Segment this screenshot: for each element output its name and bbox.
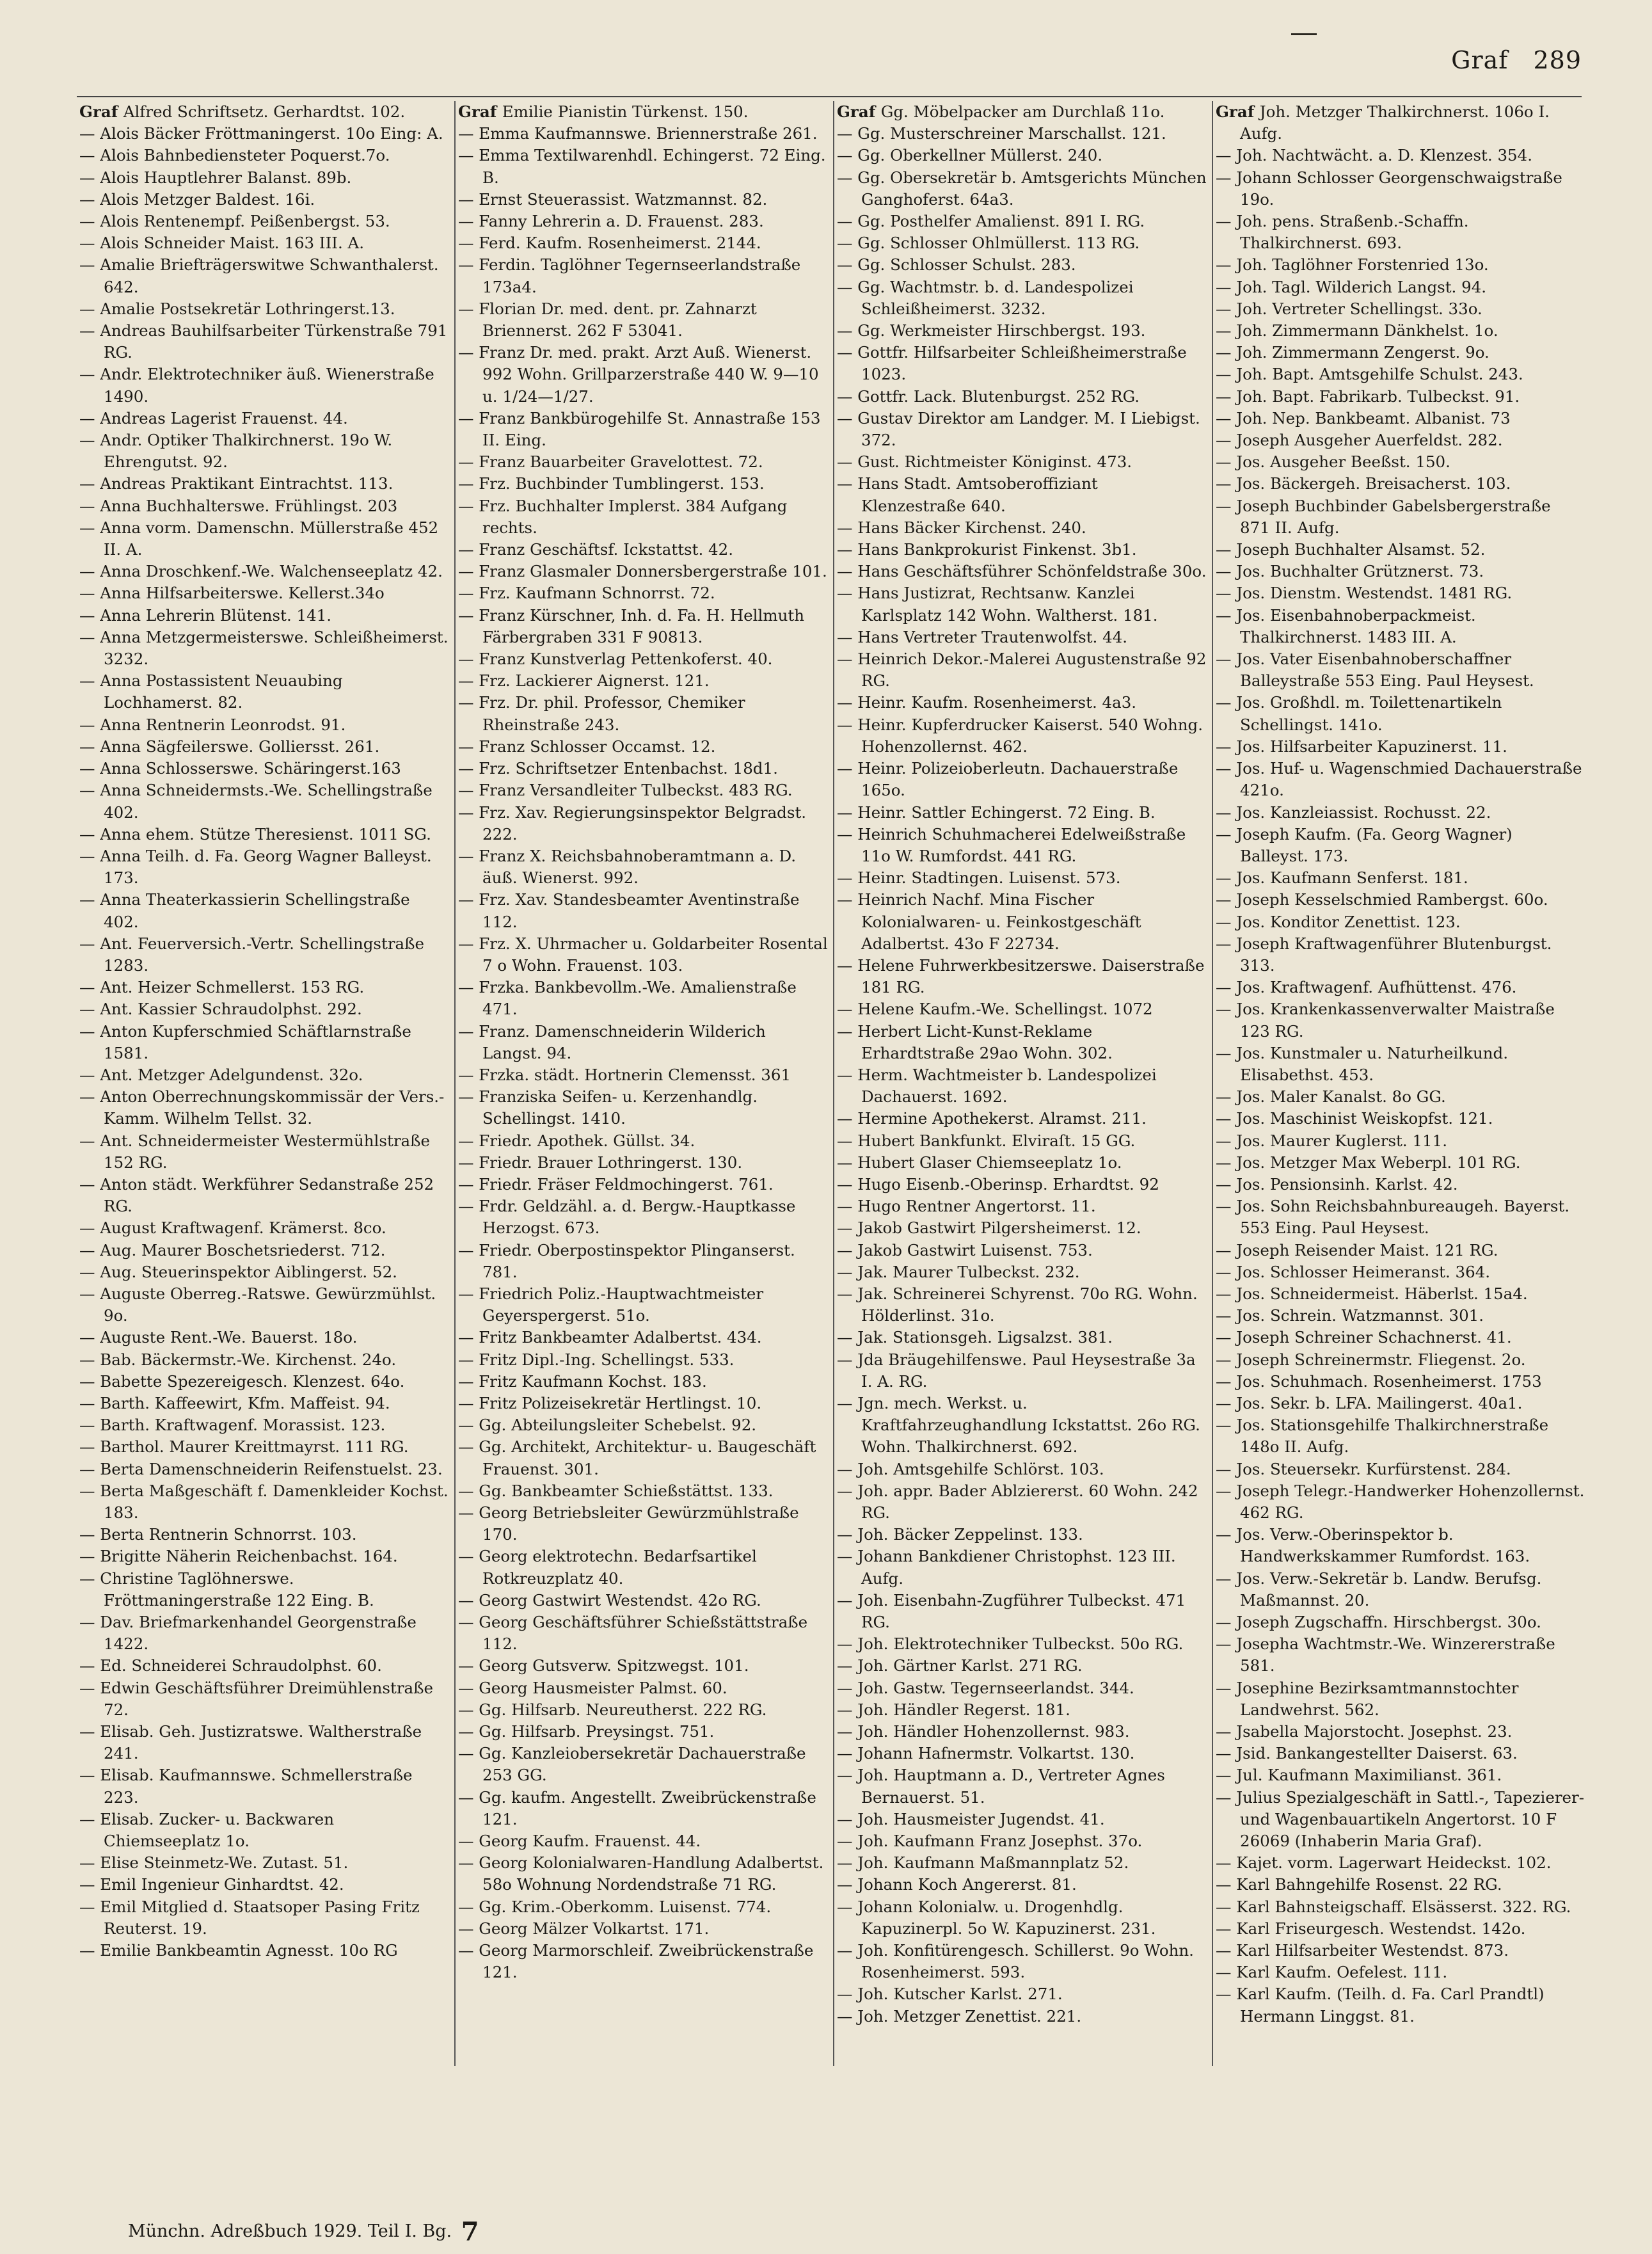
directory-entry: — Alois Bäcker Fröttmaningerst. 10o Eing: A. — [79, 124, 443, 143]
directory-entry: — Jos. Steuersekr. Kurfürstenst. 284. — [1216, 1459, 1511, 1478]
directory-entry: Graf Gg. Möbelpacker am Durchlaß 11o. — [837, 102, 1165, 121]
directory-entry: — Franz Kunstverlag Pettenkoferst. 40. — [458, 650, 773, 669]
directory-entry: — Gg. Posthelfer Amalienst. 891 I. RG. — [837, 212, 1145, 231]
directory-entry: — Joh. Eisenbahn-Zugführer Tulbeckst. 471 RG. — [837, 1590, 1186, 1632]
directory-entry: — Joseph Reisender Maist. 121 RG. — [1216, 1240, 1498, 1259]
directory-entry: — Anna ehem. Stütze Theresienst. 1011 SG. — [79, 824, 431, 843]
directory-entry: Graf Joh. Metzger Thalkirchnerst. 106o I. Aufg. — [1216, 102, 1550, 143]
directory-entry: — Joh. Zimmermann Dänkhelst. 1o. — [1216, 321, 1498, 340]
directory-entry: — Anna Sägfeilerswe. Golliersst. 261. — [79, 737, 380, 756]
directory-entry: — Jos. Ausgeher Beeßst. 150. — [1216, 452, 1450, 472]
directory-entry: — Joh. Gärtner Karlst. 271 RG. — [837, 1656, 1083, 1675]
directory-entry: — Elise Steinmetz-We. Zutast. 51. — [79, 1853, 349, 1873]
directory-entry: — Franz X. Reichsbahnoberamtmann a. D. äuß. Wienerst. 992. — [458, 846, 797, 888]
directory-entry: — Barthol. Maurer Kreittmayrst. 111 RG. — [79, 1437, 409, 1457]
directory-entry: — Joh. Elektrotechniker Tulbeckst. 50o RG. — [837, 1635, 1184, 1654]
directory-entry: — Hubert Bankfunkt. Elviraſt. 15 GG. — [837, 1131, 1136, 1150]
directory-entry: — Anna Teilh. d. Fa. Georg Wagner Balleyst. 173. — [79, 846, 432, 888]
directory-entry: Graf Alfred Schriftsetz. Gerhardtst. 102. — [79, 102, 406, 121]
directory-entry: — Friedr. Apothek. Güllst. 34. — [458, 1131, 695, 1150]
directory-entry: — Joseph Schreiner Schachnerst. 41. — [1216, 1328, 1512, 1347]
directory-entry: — Ant. Kassier Schraudolphst. 292. — [79, 1000, 362, 1019]
directory-entry: — Karl Kaufm. Oefelest. 111. — [1216, 1963, 1448, 1982]
directory-entry: — Gg. Oberkellner Müllerst. 240. — [837, 146, 1103, 165]
directory-entry: — Joseph Buchbinder Gabelsbergerstraße 871 II. Aufg. — [1216, 496, 1551, 537]
directory-entry: — Gg. Schlosser Schulst. 283. — [837, 255, 1076, 275]
directory-entry: — Joh. Bapt. Amtsgehilfe Schulst. 243. — [1216, 365, 1523, 384]
directory-entry: — Ed. Schneiderei Schraudolphst. 60. — [79, 1656, 382, 1675]
directory-entry: — Hugo Rentner Angertorst. 11. — [837, 1197, 1096, 1216]
directory-entry: — Jos. Maschinist Weiskopfst. 121. — [1216, 1109, 1493, 1128]
column-4 — [1216, 101, 1585, 2072]
directory-entry: — Gg. Wachtmstr. b. d. Landespolizei Schleißheimerst. 3232. — [837, 277, 1134, 318]
directory-entry: — Elisab. Zucker- u. Backwaren Chiemseeplatz 1o. — [79, 1809, 335, 1851]
directory-entry: — Andr. Elektrotechniker äuß. Wienerstraße 1490. — [79, 365, 434, 406]
directory-entry: — Auguste Oberreg.-Ratswe. Gewürzmühlst. 9o. — [79, 1284, 436, 1325]
corner-dash — [1291, 33, 1317, 35]
directory-entry: — Frz. Lackierer Aignerst. 121. — [458, 671, 710, 691]
directory-entry: — Jos. Schlosser Heimeranst. 364. — [1216, 1262, 1491, 1281]
directory-entry: — Franziska Seifen- u. Kerzenhandlg. Schellingst. 1410. — [458, 1087, 758, 1128]
directory-entry: — Anna Lehrerin Blütenst. 141. — [79, 605, 332, 625]
directory-entry: — Fritz Dipl.-Ing. Schellingst. 533. — [458, 1350, 735, 1369]
directory-entry: — Joh. Händler Hohenzollernst. 983. — [837, 1722, 1130, 1741]
directory-entry: — Frz. Xav. Standesbeamter Aventinstraße 112. — [458, 890, 800, 931]
header-rule — [77, 96, 1582, 97]
directory-entry: — Jos. Buchhalter Grütznerst. 73. — [1216, 562, 1484, 581]
directory-entry: — Jos. Hilfsarbeiter Kapuzinerst. 11. — [1216, 737, 1507, 756]
directory-entry: — Heinr. Kaufm. Rosenheimerst. 4a3. — [837, 693, 1137, 712]
directory-entry: — Emil Ingenieur Ginhardtst. 42. — [79, 1875, 344, 1894]
directory-entry: — Joseph Ausgeher Auerfeldst. 282. — [1216, 431, 1503, 450]
directory-entry: — Jos. Konditor Zenettist. 123. — [1216, 912, 1461, 931]
directory-entry: — Jos. Huf- u. Wagenschmied Dachauerstraße 421o. — [1216, 759, 1582, 800]
directory-entry: — Edwin Geschäftsführer Dreimühlenstraße 72. — [79, 1678, 433, 1719]
signature-mark: 7 — [461, 2217, 479, 2247]
directory-entry: — Heinr. Polizeioberleutn. Dachauerstraße 165o. — [837, 759, 1179, 800]
directory-entry: — Joh. Tagl. Wilderich Langst. 94. — [1216, 277, 1487, 296]
directory-entry: — Karl Kaufm. (Teilh. d. Fa. Carl Prandtl) Hermann Linggst. 81. — [1216, 1985, 1545, 2026]
directory-entry: — Jos. Dienstm. Westendst. 1481 RG. — [1216, 584, 1513, 603]
directory-entry: — Jos. Kanzleiassist. Rochusst. 22. — [1216, 803, 1491, 822]
directory-entry: — Jgn. mech. Werkst. u. Kraftfahrzeughandlung Ickstattst. 26o RG. Wohn. Thalkirchnerst. 692. — [837, 1393, 1200, 1457]
directory-entry: — Jsid. Bankangestellter Daiserst. 63. — [1216, 1744, 1518, 1763]
directory-entry: — Emil Mitglied d. Staatsoper Pasing Fritz Reuterst. 19. — [79, 1897, 420, 1938]
directory-entry: — Anna Rentnerin Leonrodst. 91. — [79, 715, 346, 734]
directory-entry: — Auguste Rent.-We. Bauerst. 18o. — [79, 1328, 358, 1347]
directory-entry: — Johann Koch Angererst. 81. — [837, 1875, 1077, 1894]
directory-entry: — Gg. Architekt, Architektur- u. Baugeschäft Frauenst. 301. — [458, 1437, 816, 1478]
directory-entry: — Georg Marmorschleif. Zweibrückenstraße 121. — [458, 1941, 814, 1982]
directory-entry: — Georg Gutsverw. Spitzwegst. 101. — [458, 1656, 749, 1675]
directory-entry: — Joh. Kaufmann Maßmannplatz 52. — [837, 1853, 1129, 1873]
column-divider — [833, 101, 834, 2066]
directory-entry: — Frzka. Bankbevollm.-We. Amalienstraße 471. — [458, 978, 797, 1019]
directory-entry: — Gg. Musterschreiner Marschallst. 121. — [837, 124, 1166, 143]
directory-entry: — Anna Buchhalterswe. Frühlingst. 203 — [79, 496, 398, 515]
directory-entry: — Ant. Metzger Adelgundenst. 32o. — [79, 1065, 363, 1084]
directory-entry: — Helene Kaufm.-We. Schellingst. 1072 — [837, 1000, 1153, 1019]
directory-entry: — Jos. Pensionsinh. Karlst. 42. — [1216, 1174, 1458, 1194]
directory-entry: — Joseph Schreinermstr. Fliegenst. 2o. — [1216, 1350, 1526, 1369]
directory-entry: — Joh. Taglöhner Forstenried 13o. — [1216, 255, 1489, 275]
directory-entry: — Anton Kupferschmied Schäftlarnstraße 1581. — [79, 1021, 411, 1062]
column-2 — [458, 101, 828, 2072]
directory-entry: — Kajet. vorm. Lagerwart Heideckst. 102. — [1216, 1853, 1552, 1873]
directory-entry: — Barth. Kraftwagenf. Morassist. 123. — [79, 1416, 386, 1435]
directory-entry: — Hermine Apothekerst. Alramst. 211. — [837, 1109, 1147, 1128]
directory-entry: — Jos. Metzger Max Weberpl. 101 RG. — [1216, 1153, 1521, 1172]
directory-entry: — Anna Schneidermsts.-We. Schellingstraße 402. — [79, 781, 433, 822]
directory-entry: — Friedr. Brauer Lothringerst. 130. — [458, 1153, 743, 1172]
directory-entry: — Jos. Verw.-Oberinspektor b. Handwerkskammer Rumfordst. 163. — [1216, 1525, 1530, 1566]
directory-entry: — Franz Kürschner, Inh. d. Fa. H. Hellmuth Färbergraben 331 F 90813. — [458, 605, 804, 646]
directory-entry: — Julius Spezialgeschäft in Sattl.-, Tapezierer- und Wagenbauartikeln Angertorst. 10 F 26069 (Inhaberin Maria Graf). — [1216, 1787, 1585, 1851]
directory-entry: — Berta Damenschneiderin Reifenstuelst. 23. — [79, 1459, 443, 1478]
directory-entry: — Franz Glasmaler Donnersbergerstraße 101. — [458, 562, 827, 581]
directory-entry: — Jos. Großhdl. m. Toilettenartikeln Schellingst. 141o. — [1216, 693, 1502, 734]
directory-entry: — Frz. Xav. Regierungsinspektor Belgradst. 222. — [458, 803, 807, 843]
directory-entry: — Jos. Kaufmann Senferst. 181. — [1216, 868, 1468, 888]
directory-entry: — Josepha Wachtmstr.-We. Winzererstraße 581. — [1216, 1635, 1555, 1675]
directory-entry: — Anna Hilfsarbeiterswe. Kellerst.34o — [79, 584, 385, 603]
directory-entry: — August Kraftwagenf. Krämerst. 8co. — [79, 1219, 386, 1238]
directory-entry: — Georg elektrotechn. Bedarfsartikel Rotkreuzplatz 40. — [458, 1547, 757, 1588]
directory-entry: — Karl Hilfsarbeiter Westendst. 873. — [1216, 1941, 1509, 1960]
directory-entry: — Joseph Telegr.-Handwerker Hohenzollernst. 462 RG. — [1216, 1481, 1585, 1522]
directory-entry: — Friedr. Fräser Feldmochingerst. 761. — [458, 1174, 774, 1194]
directory-entry: — Gottfr. Hilfsarbeiter Schleißheimerstraße 1023. — [837, 343, 1187, 384]
directory-entry: — Joh. Zimmermann Zengerst. 9o. — [1216, 343, 1489, 362]
page-footer — [128, 2213, 479, 2247]
directory-entry: — Alois Metzger Baldest. 16i. — [79, 189, 315, 209]
directory-entry: — Joseph Kaufm. (Fa. Georg Wagner) Balleyst. 173. — [1216, 824, 1513, 865]
directory-entry: — Fritz Polizeisekretär Hertlingst. 10. — [458, 1393, 762, 1412]
directory-entry: — Joh. Bapt. Fabrikarb. Tulbeckst. 91. — [1216, 387, 1520, 406]
directory-entry: — Joh. pens. Straßenb.-Schaffn. Thalkirchnerst. 693. — [1216, 212, 1469, 253]
directory-entry: — Heinrich Dekor.-Malerei Augustenstraße 92 RG. — [837, 650, 1207, 691]
directory-entry: — Johann Bankdiener Christophst. 123 III. Aufg. — [837, 1547, 1176, 1588]
directory-entry: — Jul. Kaufmann Maximilianst. 361. — [1216, 1766, 1502, 1785]
directory-entry: — Florian Dr. med. dent. pr. Zahnarzt Briennerst. 262 F 53041. — [458, 299, 757, 340]
directory-entry: — Jos. Kunstmaler u. Naturheilkund. Elisabethst. 453. — [1216, 1043, 1508, 1084]
directory-entry: — Gottfr. Lack. Blutenburgst. 252 RG. — [837, 387, 1140, 406]
directory-entry: — Franz Schlosser Occamst. 12. — [458, 737, 716, 756]
directory-entry: — Frz. Buchhalter Implerst. 384 Aufgang rechts. — [458, 496, 788, 537]
directory-entry: — Joh. Kaufmann Franz Josephst. 37o. — [837, 1832, 1143, 1851]
directory-entry: — Hans Stadt. Amtsoberoffiziant Klenzestraße 640. — [837, 474, 1098, 515]
directory-entry: — Heinrich Nachf. Mina Fischer Kolonialwaren- u. Feinkostgeschäft Adalbertst. 43o F 22734. — [837, 890, 1141, 953]
directory-entry: — Alois Hauptlehrer Balanst. 89b. — [79, 168, 352, 187]
directory-entry: — Dav. Briefmarkenhandel Georgenstraße 1422. — [79, 1613, 417, 1654]
directory-entry: — Karl Bahngehilfe Rosenst. 22 RG. — [1216, 1875, 1502, 1894]
directory-entry: — Gust. Richtmeister Königinst. 473. — [837, 452, 1132, 472]
directory-entry: — Anna Postassistent Neuaubing Lochhamerst. 82. — [79, 671, 343, 712]
directory-entry: — Johann Kolonialw. u. Drogenhdlg. Kapuzinerpl. 5o W. Kapuzinerst. 231. — [837, 1897, 1156, 1938]
directory-entry: — Frz. X. Uhrmacher u. Goldarbeiter Rosental 7 o Wohn. Frauenst. 103. — [458, 934, 828, 975]
directory-entry: — Hubert Glaser Chiemseeplatz 1o. — [837, 1153, 1122, 1172]
directory-entry: — Jos. Sohn Reichsbahnbureaugeh. Bayerst. 553 Eing. Paul Heysest. — [1216, 1197, 1570, 1238]
directory-entry: — Anton städt. Werkführer Sedanstraße 252 RG. — [79, 1174, 434, 1216]
directory-entry: — Joh. Kutscher Karlst. 271. — [837, 1985, 1063, 2004]
directory-entry: — Anna Droschkenf.-We. Walchenseeplatz 42. — [79, 562, 443, 581]
column-1 — [79, 101, 449, 2072]
directory-entry: — Berta Rentnerin Schnorrst. 103. — [79, 1525, 357, 1544]
directory-entry: — Frz. Kaufmann Schnorrst. 72. — [458, 584, 715, 603]
directory-entry: — Bab. Bäckermstr.-We. Kirchenst. 24o. — [79, 1350, 397, 1369]
directory-entry: — Joh. Vertreter Schellingst. 33o. — [1216, 299, 1482, 318]
directory-entry: — Georg Kolonialwaren-Handlung Adalbertst. 58o Wohnung Nordendstraße 71 RG. — [458, 1853, 824, 1894]
directory-entry: — Emma Textilwarenhdl. Echingerst. 72 Eing. B. — [458, 146, 826, 187]
directory-entry: — Gg. Werkmeister Hirschbergst. 193. — [837, 321, 1146, 340]
directory-entry: — Fritz Bankbeamter Adalbertst. 434. — [458, 1328, 762, 1347]
directory-entry: — Amalie Postsekretär Lothringerst.13. — [79, 299, 395, 318]
directory-entry: — Joh. Hauptmann a. D., Vertreter Agnes Bernauerst. 51. — [837, 1766, 1165, 1807]
directory-entry: — Jos. Eisenbahnoberpackmeist. Thalkirchnerst. 1483 III. A. — [1216, 605, 1476, 646]
directory-entry: — Ferd. Kaufm. Rosenheimerst. 2144. — [458, 234, 761, 253]
directory-entry: — Herm. Wachtmeister b. Landespolizei Dachauerst. 1692. — [837, 1065, 1157, 1107]
page-number: 289 — [1533, 46, 1582, 74]
directory-entry: — Elisab. Geh. Justizratswe. Waltherstraße 241. — [79, 1722, 422, 1763]
directory-entry: — Joseph Zugschaffn. Hirschbergst. 30o. — [1216, 1613, 1541, 1632]
directory-entry: — Josephine Bezirksamtmannstochter Landwehrst. 562. — [1216, 1678, 1519, 1719]
column-divider — [1212, 101, 1213, 2066]
directory-entry: — Jos. Schrein. Watzmannst. 301. — [1216, 1306, 1484, 1325]
directory-entry: — Elisab. Kaufmannswe. Schmellerstraße 223. — [79, 1766, 413, 1807]
directory-entry: — Georg Gastwirt Westendst. 42o RG. — [458, 1590, 761, 1610]
directory-entry: — Joh. Konfitürengesch. Schillerst. 9o Wohn. Rosenheimerst. 593. — [837, 1941, 1194, 1982]
directory-entry: — Jos. Maler Kanalst. 8o GG. — [1216, 1087, 1446, 1107]
directory-entry: — Emma Kaufmannswe. Briennerstraße 261. — [458, 124, 818, 143]
directory-entry: — Ferdin. Taglöhner Tegernseerlandstraße 173a4. — [458, 255, 801, 296]
directory-entry: — Hans Bankprokurist Finkenst. 3b1. — [837, 540, 1137, 559]
directory-entry: — Gg. Kanzleiobersekretär Dachauerstraße 253 GG. — [458, 1744, 806, 1785]
directory-entry: — Frdr. Geldzähl. a. d. Bergw.-Hauptkasse Herzogst. 673. — [458, 1197, 796, 1238]
directory-entry: — Amalie Briefträgerswitwe Schwanthalerst. 642. — [79, 255, 439, 296]
directory-entry: — Anna Schlosserswe. Schäringerst.163 — [79, 759, 401, 778]
directory-entry: — Barth. Kaffeewirt, Kfm. Maffeist. 94. — [79, 1393, 390, 1412]
directory-entry: — Jos. Vater Eisenbahnoberschaffner Balleystraße 553 Eing. Paul Heysest. — [1216, 650, 1534, 691]
directory-entry: — Jda Bräugehilfenswe. Paul Heysestraße 3a I. A. RG. — [837, 1350, 1196, 1391]
directory-entry: — Anna Theaterkassierin Schellingstraße 402. — [79, 890, 410, 931]
directory-entry: — Friedr. Oberpostinspektor Plinganserst. 781. — [458, 1240, 795, 1281]
directory-entry: — Ant. Feuerversich.-Vertr. Schellingstraße 1283. — [79, 934, 425, 975]
directory-entry: — Joh. Gastw. Tegernseerlandst. 344. — [837, 1678, 1134, 1697]
directory-entry: — Joh. Hausmeister Jugendst. 41. — [837, 1809, 1105, 1828]
directory-entry: — Frz. Schriftsetzer Entenbachst. 18d1. — [458, 759, 778, 778]
directory-entry: — Joseph Kesselschmied Rambergst. 60o. — [1216, 890, 1548, 909]
directory-entry: — Georg Hausmeister Palmst. 60. — [458, 1678, 727, 1697]
directory-entry: — Brigitte Näherin Reichenbachst. 164. — [79, 1547, 398, 1566]
directory-entry: — Jakob Gastwirt Luisenst. 753. — [837, 1240, 1093, 1259]
directory-entry: — Heinr. Stadtingen. Luisenst. 573. — [837, 868, 1121, 888]
directory-entry: — Hans Bäcker Kirchenst. 240. — [837, 518, 1086, 537]
directory-entry: — Jos. Schuhmach. Rosenheimerst. 1753 — [1216, 1371, 1542, 1391]
directory-entry: — Andreas Lagerist Frauenst. 44. — [79, 408, 348, 428]
directory-entry: — Jos. Kraftwagenf. Aufhüttenst. 476. — [1216, 978, 1517, 997]
directory-entry: — Gg. Obersekretär b. Amtsgerichts München Ganghoferst. 64a3. — [837, 168, 1207, 209]
directory-entry: — Heinr. Sattler Echingerst. 72 Eing. B. — [837, 803, 1156, 822]
directory-entry: — Franz Dr. med. prakt. Arzt Auß. Wienerst. 992 Wohn. Grillparzerstraße 440 W. 9—10 u. 1/24—1/27. — [458, 343, 819, 406]
directory-entry: — Jsabella Majorstocht. Josephst. 23. — [1216, 1722, 1513, 1741]
directory-entry: — Joh. appr. Bader Ablziererst. 60 Wohn. 242 RG. — [837, 1481, 1198, 1522]
directory-entry: — Jos. Stationsgehilfe Thalkirchnerstraße 148o II. Aufg. — [1216, 1416, 1549, 1457]
directory-entry: — Gg. Krim.-Oberkomm. Luisenst. 774. — [458, 1897, 772, 1916]
directory-entry: — Franz Bankbürogehilfe St. Annastraße 153 II. Eing. — [458, 408, 821, 450]
header-name: Graf — [1451, 46, 1509, 74]
directory-entry: — Franz Geschäftsf. Ickstattst. 42. — [458, 540, 734, 559]
directory-entry: — Joh. Bäcker Zeppelinst. 133. — [837, 1525, 1083, 1544]
directory-entry: — Georg Betriebsleiter Gewürzmühlstraße 170. — [458, 1503, 799, 1544]
directory-entry: — Georg Geschäftsführer Schießstättstraße 112. — [458, 1613, 808, 1654]
directory-entry: — Anna vorm. Damenschn. Müllerstraße 452 II. A. — [79, 518, 439, 559]
directory-entry: — Jos. Maurer Kuglerst. 111. — [1216, 1131, 1448, 1150]
column-divider — [454, 101, 456, 2066]
directory-entry: — Hans Justizrat, Rechtsanw. Kanzlei Karlsplatz 142 Wohn. Waltherst. 181. — [837, 584, 1158, 625]
directory-entry: — Jos. Schneidermeist. Häberlst. 15a4. — [1216, 1284, 1528, 1303]
directory-entry: — Hugo Eisenb.-Oberinsp. Erhardtst. 92 — [837, 1174, 1159, 1194]
directory-entry: — Alois Rentenempf. Peißenbergst. 53. — [79, 212, 390, 231]
directory-entry: — Heinrich Schuhmacherei Edelweißstraße 11o W. Rumfordst. 441 RG. — [837, 824, 1186, 865]
directory-entry: — Fritz Kaufmann Kochst. 183. — [458, 1371, 707, 1391]
directory-entry: — Hans Vertreter Trautenwolfst. 44. — [837, 627, 1128, 646]
directory-entry: — Hans Geschäftsführer Schönfeldstraße 30o. — [837, 562, 1207, 581]
directory-entry: — Andreas Praktikant Eintrachtst. 113. — [79, 474, 393, 493]
directory-entry: — Jakob Gastwirt Pilgersheimerst. 12. — [837, 1219, 1141, 1238]
directory-entry: — Franz Versandleiter Tulbeckst. 483 RG. — [458, 781, 793, 800]
directory-entry: — Babette Spezereigesch. Klenzest. 64o. — [79, 1371, 405, 1391]
page-header — [1451, 46, 1582, 74]
directory-entry: — Ant. Heizer Schmellerst. 153 RG. — [79, 978, 365, 997]
directory-entry: — Jak. Schreinerei Schyrenst. 70o RG. Wohn. Hölderlinst. 31o. — [837, 1284, 1198, 1325]
directory-entry: — Frzka. städt. Hortnerin Clemensst. 361 — [458, 1065, 791, 1084]
directory-entry: — Joh. Metzger Zenettist. 221. — [837, 2006, 1082, 2026]
directory-entry: — Jos. Sekr. b. LFA. Mailingerst. 40a1. — [1216, 1393, 1523, 1412]
directory-entry: — Gg. kaufm. Angestellt. Zweibrückenstraße 121. — [458, 1787, 816, 1828]
directory-entry: — Gg. Schlosser Ohlmüllerst. 113 RG. — [837, 234, 1140, 253]
directory-entry: — Johann Hafnermstr. Volkartst. 130. — [837, 1744, 1135, 1763]
directory-entry: — Franz Bauarbeiter Gravelottest. 72. — [458, 452, 763, 472]
directory-entry: — Emilie Bankbeamtin Agnesst. 10o RG — [79, 1941, 398, 1960]
directory-entry: — Jos. Verw.-Sekretär b. Landw. Berufsg. Maßmannst. 20. — [1216, 1569, 1542, 1610]
directory-entry: — Ernst Steuerassist. Watzmannst. 82. — [458, 189, 768, 209]
directory-entry: — Karl Friseurgesch. Westendst. 142o. — [1216, 1919, 1526, 1938]
directory-entry: — Joseph Kraftwagenführer Blutenburgst. 313. — [1216, 934, 1552, 975]
directory-entry: — Aug. Maurer Boschetsriederst. 712. — [79, 1240, 386, 1259]
directory-entry: — Frz. Dr. phil. Professor, Chemiker Rheinstraße 243. — [458, 693, 745, 734]
directory-entry: — Joh. Nep. Bankbeamt. Albanist. 73 — [1216, 408, 1511, 428]
directory-entry: — Gg. Hilfsarb. Neureutherst. 222 RG. — [458, 1700, 767, 1719]
column-3 — [837, 101, 1207, 2072]
directory-entry: — Joseph Buchhalter Alsamst. 52. — [1216, 540, 1486, 559]
directory-entry: — Jak. Stationsgeh. Ligsalzst. 381. — [837, 1328, 1113, 1347]
directory-entry: — Andr. Optiker Thalkirchnerst. 19o W. Ehrengutst. 92. — [79, 431, 393, 472]
directory-entry: — Christine Taglöhnerswe. Fröttmaningerstraße 122 Eing. B. — [79, 1569, 374, 1610]
footer-text: Münchn. Adreßbuch 1929. Teil I. Bg. — [128, 2221, 452, 2241]
directory-entry: — Joh. Nachtwächt. a. D. Klenzest. 354. — [1216, 146, 1533, 165]
directory-entry: — Georg Mälzer Volkartst. 171. — [458, 1919, 710, 1938]
directory-entry: — Heinr. Kupferdrucker Kaiserst. 540 Wohng. Hohenzollernst. 462. — [837, 715, 1203, 756]
directory-entry: — Joh. Händler Regerst. 181. — [837, 1700, 1070, 1719]
directory-entry: — Andreas Bauhilfsarbeiter Türkenstraße 791 RG. — [79, 321, 448, 362]
directory-entry: Graf Emilie Pianistin Türkenst. 150. — [458, 102, 749, 121]
directory-entry: — Gg. Abteilungsleiter Schebelst. 92. — [458, 1416, 757, 1435]
directory-entry: — Gustav Direktor am Landger. M. I Liebigst. 372. — [837, 408, 1200, 450]
directory-entry: — Karl Bahnsteigschaff. Elsässerst. 322. RG. — [1216, 1897, 1571, 1916]
directory-entry: — Jak. Maurer Tulbeckst. 232. — [837, 1262, 1080, 1281]
directory-entry: — Herbert Licht-Kunst-Reklame Erhardtstraße 29ao Wohn. 302. — [837, 1021, 1113, 1062]
directory-entry: — Gg. Bankbeamter Schießstättst. 133. — [458, 1481, 774, 1500]
directory-entry: — Anna Metzgermeisterswe. Schleißheimerst. 3232. — [79, 627, 449, 669]
directory-entry: — Alois Bahnbediensteter Poquerst.7o. — [79, 146, 390, 165]
directory-entry: — Berta Maßgeschäft f. Damenkleider Kochst. 183. — [79, 1481, 449, 1522]
directory-entry: — Frz. Buchbinder Tumblingerst. 153. — [458, 474, 765, 493]
directory-entry: — Georg Kaufm. Frauenst. 44. — [458, 1832, 701, 1851]
directory-entry: — Aug. Steuerinspektor Aiblingerst. 52. — [79, 1262, 397, 1281]
directory-entry: — Johann Schlosser Georgenschwaigstraße 19o. — [1216, 168, 1562, 209]
directory-entry: — Alois Schneider Maist. 163 III. A. — [79, 234, 365, 253]
directory-entry: — Gg. Hilfsarb. Preysingst. 751. — [458, 1722, 715, 1741]
directory-entry: — Anton Oberrechnungskommissär der Vers.-Kamm. Wilhelm Tellst. 32. — [79, 1087, 445, 1128]
directory-entry: — Friedrich Poliz.-Hauptwachtmeister Geyerspergerst. 51o. — [458, 1284, 764, 1325]
directory-entry: — Helene Fuhrwerkbesitzerswe. Daiserstraße 181 RG. — [837, 955, 1205, 997]
directory-entry: — Joh. Amtsgehilfe Schlörst. 103. — [837, 1459, 1104, 1478]
directory-entry: — Fanny Lehrerin a. D. Frauenst. 283. — [458, 212, 764, 231]
directory-entry: — Jos. Bäckergeh. Breisacherst. 103. — [1216, 474, 1511, 493]
directory-entry: — Jos. Krankenkassenverwalter Maistraße 123 RG. — [1216, 1000, 1555, 1041]
directory-entry: — Franz. Damenschneiderin Wilderich Langst. 94. — [458, 1021, 766, 1062]
directory-entry: — Ant. Schneidermeister Westermühlstraße 152 RG. — [79, 1131, 430, 1172]
